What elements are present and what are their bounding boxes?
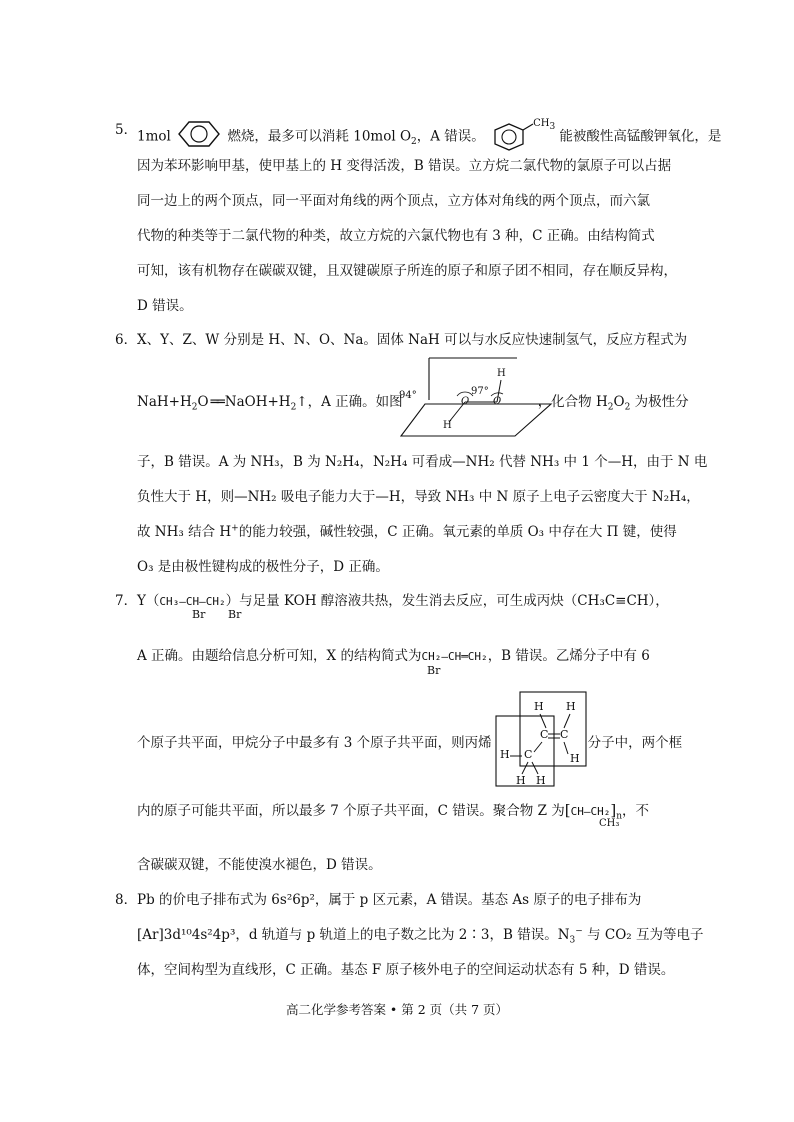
y-structure-formula: CH₃—CH—CH₂ — [159, 595, 226, 608]
ch3-label: $CH_3$ — [533, 118, 556, 132]
q5-line4: 代物的种类等于二氯代物的种类，故立方烷的六氯代物也有 3 种，C 正确。由结构简式 — [137, 228, 655, 244]
q5-line5: 可知，该有机物存在碳碳双键，且双键碳原子所连的原子和原子团不相同，存在顺反异构， — [137, 263, 677, 279]
equal-sign: ══ — [210, 394, 223, 410]
y-br-substituent: Br — [192, 608, 206, 621]
q5-line6: D 错误。 — [137, 298, 193, 314]
q6-line1: X、Y、Z、W 分别是 H、N、O、Na。固体 NaH 可以与水反应快速制氢气，反应方程式为 — [137, 332, 688, 348]
angle-label-97: 97° — [471, 386, 489, 397]
q7-line5: 含碳碳双键，不能使溴水褪色，D 错误。 — [137, 857, 382, 873]
q6-line5: 故 NH₃ 结合 H+的能力较强，碱性较强，C 正确。氧元素的单质 O₃ 中存在大 Π 键，使得 — [137, 523, 677, 540]
c-atom-label: C — [540, 728, 549, 741]
q7-line3: 个原子共平面，甲烷分子中最多有 3 个原子共平面，则丙烯 分子中，两个框 — [137, 735, 683, 751]
h-atom-label: H — [534, 700, 544, 713]
propene-structure-figure — [494, 690, 590, 796]
q6-equation-line: $NaH+H_2O$ ══ $NaOH+H_2↑$，A 正确。如图 ，化合物 $H_2O_2$ 为极性分 — [137, 394, 689, 413]
x-structure-formula: CH₂—CH═CH₂ — [421, 650, 488, 663]
h-atom-label: H — [500, 748, 510, 761]
z-ch3-substituent: CH₃ — [599, 818, 620, 829]
q7-line1: Y（CH₃—CH—CH₂）与足量 KOH 醇溶液共热，发生消去反应，可生成丙炔（CH₃C≡CH）， — [137, 593, 669, 609]
q7-number: 7． — [115, 593, 138, 609]
q7-line2: A 正确。由题给信息分析可知，X 的结构简式为CH₂—CH═CH₂，B 错误。乙烯分子中有 6 — [137, 648, 650, 664]
q8-line3: 体，空间构型为直线形，C 正确。基态 F 原子核外电子的空间运动状态有 5 种，D 错误。 — [137, 962, 675, 978]
polymer-bracket-icon: [ — [564, 801, 571, 819]
h-atom-label: H — [516, 774, 526, 787]
h-atom-label: H — [566, 700, 576, 713]
y-br-substituent: Br — [228, 608, 242, 621]
page-footer: 高二化学参考答案 • 第 2 页（共 7 页） — [285, 1002, 509, 1017]
angle-label-94: 94° — [399, 390, 417, 401]
h-atom-label: H — [497, 368, 506, 379]
o-atom-label: O — [493, 396, 502, 407]
c-atom-label: C — [524, 748, 533, 761]
benzene-ring-icon — [177, 120, 221, 154]
q5-line2: 因为苯环影响甲基，使甲基上的 H 变得活泼，B 错误。立方烷二氯代物的氯原子可以占据 — [137, 158, 672, 174]
h2o2-structure-figure — [397, 356, 557, 438]
o-atom-label: O — [461, 396, 470, 407]
q6-number: 6． — [115, 332, 138, 348]
q8-line2: [Ar]3d¹⁰4s²4p³，d 轨道与 p 轨道上的电子数之比为 2∶3，B 错误。$N_3^-$ 与 CO₂ 互为等电子 — [137, 926, 704, 946]
z-structure-formula: CH—CH₂ — [570, 805, 611, 818]
q5-line1: 1mol 燃烧，最多可以消耗 10mol $O_2$，A 错误。 $CH_3$ 能被酸性高锰酸钾氧化，是 — [137, 120, 721, 154]
x-br-substituent: Br — [427, 664, 441, 677]
q5-line3: 同一边上的两个顶点，同一平面对角线的两个顶点，立方体对角线的两个顶点，而六氯 — [137, 193, 650, 209]
polymer-bracket-icon: ] — [610, 801, 617, 819]
q5-number: 5． — [115, 122, 138, 138]
q6-line4: 负性大于 H，则—NH₂ 吸电子能力大于—H，导致 NH₃ 中 N 原子上电子云密度大于 N₂H₄， — [137, 489, 700, 505]
h-atom-label: H — [570, 752, 580, 765]
toluene-structure-icon — [489, 118, 556, 152]
q6-line3: 子，B 错误。A 为 NH₃，B 为 N₂H₄，N₂H₄ 可看成—NH₂ 代替 NH₃ 中 1 个—H，由于 N 电 — [137, 454, 708, 470]
c-atom-label: C — [560, 728, 569, 741]
h-atom-label: H — [536, 774, 546, 787]
h-atom-label: H — [443, 420, 452, 431]
q8-line1: Pb 的价电子排布式为 6s²6p²，属于 p 区元素，A 错误。基态 As 原子的电子排布为 — [137, 892, 642, 908]
q8-number: 8． — [115, 892, 138, 908]
q6-line6: O₃ 是由极性键构成的极性分子，D 正确。 — [137, 559, 389, 575]
q7-line4: 内的原子可能共平面，所以最多 7 个原子共平面，C 错误。聚合物 Z 为$[CH—CH_2]_n$，不 — [137, 801, 650, 822]
